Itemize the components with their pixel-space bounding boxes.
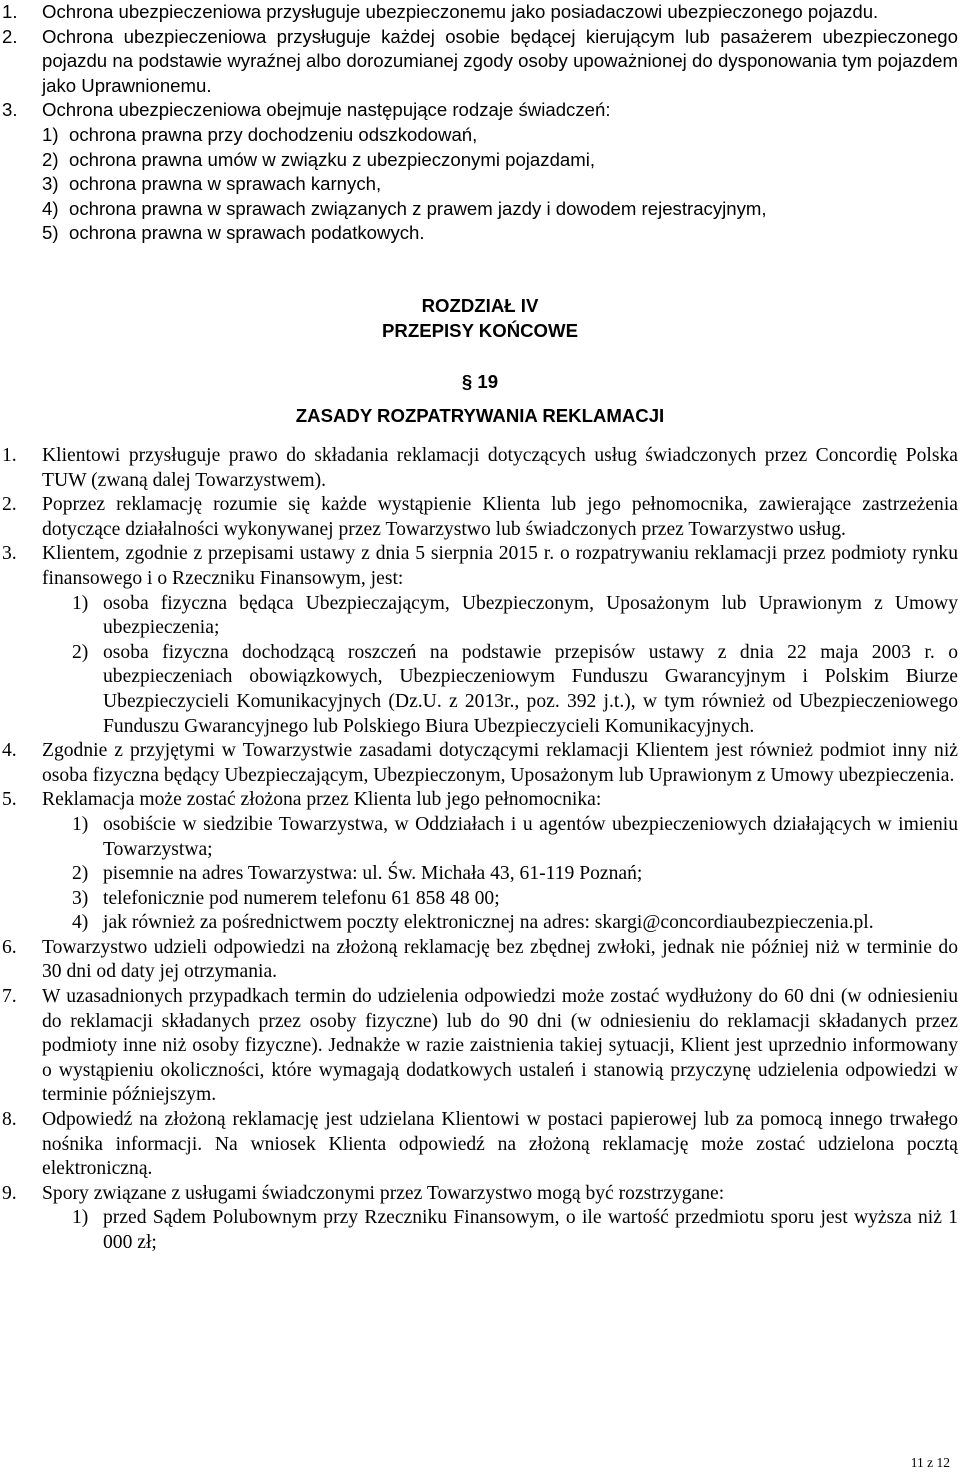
item-number: 6. — [2, 936, 17, 958]
client-types-list — [0, 592, 960, 740]
sub-text: osoba fizyczna dochodzącą roszczeń na podstawie przepisów ustawy z dnia 22 maja 2003 r. o ubezpieczeniach obowiązkowych, Ubezpieczeniowym Funduszu Gwarancyjnym i Polskim Biurze Ubezpieczycieli Komunikacyjnych (Dz.U. z 2013r., poz. 392 j.t.), w tym również od Ubezpieczeniowego Funduszu Gwarancyjnego lub Polskiego Biura Ubezpieczycieli Komunikacyjnych. — [103, 641, 958, 737]
sub-item — [0, 862, 960, 887]
item-number: 3. — [2, 543, 17, 565]
sub-text: ochrona prawna przy dochodzeniu odszkodowań, — [69, 123, 478, 145]
sub-item — [0, 123, 960, 148]
item-number: 9. — [2, 1182, 17, 1204]
section-number: § 19 — [461, 371, 499, 392]
item-number: 4. — [2, 740, 17, 762]
sub-number: 3) — [42, 173, 59, 195]
submission-methods-list — [0, 813, 960, 936]
item-text: Ochrona ubezpieczeniowa przysługuje ubezpieczonemu jako posiadaczowi ubezpieczonego pojazdu. — [42, 1, 879, 22]
sub-item — [0, 592, 960, 641]
sub-number: 2) — [42, 148, 59, 170]
sub-item — [0, 221, 960, 246]
sub-item — [0, 197, 960, 222]
list-item — [0, 444, 960, 493]
sub-text: pisemnie na adres Towarzystwa: ul. Św. Michała 43, 61-119 Poznań; — [103, 863, 643, 885]
item-number: 2. — [2, 25, 18, 47]
sub-text: ochrona prawna w sprawach podatkowych. — [69, 222, 425, 244]
sub-text: ochrona prawna w sprawach karnych, — [69, 173, 382, 195]
list-item — [0, 739, 960, 788]
sub-number: 5) — [42, 222, 59, 244]
list-item — [0, 936, 960, 985]
list-item — [0, 25, 960, 99]
sub-number: 1) — [72, 1207, 89, 1229]
sub-item — [0, 887, 960, 912]
list-item — [0, 788, 960, 813]
sub-text: ochrona prawna w sprawach związanych z prawem jazdy i dowodem rejestracyjnym, — [69, 197, 767, 219]
list-item — [0, 0, 960, 25]
list-item — [0, 542, 960, 591]
benefits-list — [0, 123, 960, 246]
sub-number: 4) — [72, 912, 89, 934]
sub-item — [0, 911, 960, 936]
item-number: 7. — [2, 986, 17, 1008]
sub-text: telefonicznie pod numerem telefonu 61 858 48 00; — [103, 887, 500, 909]
item-text: Odpowiedź na złożoną reklamację jest udzielana Klientowi w postaci papierowej lub za pomocą innego trwałego nośnika informacji. Na wniosek Klienta odpowiedź na złożoną reklamację może zostać udzielona pocztą elektroniczną. — [42, 1109, 958, 1180]
list-item — [0, 493, 960, 542]
item-text: Towarzystwo udzieli odpowiedzi na złożoną reklamację bez zbędnej zwłoki, jednak nie później niż w terminie do 30 dni od daty jej otrzymania. — [42, 936, 958, 983]
sub-item — [0, 172, 960, 197]
sub-number: 1) — [42, 123, 59, 145]
list-item — [0, 1182, 960, 1207]
sub-text: osoba fizyczna będąca Ubezpieczającym, Ubezpieczonym, Uposażonym lub Uprawionym z Umowy ubezpieczenia; — [103, 592, 958, 639]
coverage-section — [0, 0, 960, 246]
sub-number: 1) — [72, 813, 89, 835]
complaints-section — [0, 444, 960, 1256]
sub-text: jak również za pośrednictwem poczty elektronicznej na adres: skargi@concordiaubezpieczenia.pl. — [103, 912, 874, 934]
sub-item — [0, 148, 960, 173]
item-number: 3. — [2, 99, 18, 121]
item-text: Ochrona ubezpieczeniowa obejmuje następujące rodzaje świadczeń: — [42, 99, 611, 121]
sub-number: 3) — [72, 887, 89, 909]
sub-text: ochrona prawna umów w związku z ubezpieczonymi pojazdami, — [69, 148, 596, 170]
sub-item — [0, 1206, 960, 1255]
item-number: 1. — [2, 445, 17, 466]
sub-number: 2) — [72, 863, 89, 885]
sub-text: przed Sądem Polubownym przy Rzeczniku Finansowym, o ile wartość przedmiotu sporu jest wyższa niż 1 000 zł; — [103, 1207, 958, 1253]
page-number: 11 z 12 — [910, 1455, 950, 1470]
item-text: Spory związane z usługami świadczonymi przez Towarzystwo mogą być rozstrzygane: — [42, 1182, 725, 1204]
sub-item — [0, 641, 960, 739]
item-text: Ochrona ubezpieczeniowa przysługuje każdej osobie będącej kierującym lub pasażerem ubezpieczonego pojazdu na podstawie wyraźnej albo dorozumianej zgody osoby upoważnionej do dysponowania tym pojazdem jako Uprawnionemu. — [42, 25, 958, 96]
sub-text: osobiście w siedzibie Towarzystwa, w Oddziałach i u agentów ubezpieczeniowych działających w imieniu Towarzystwa; — [103, 813, 958, 860]
item-text: Klientem, zgodnie z przepisami ustawy z dnia 5 sierpnia 2015 r. o rozpatrywaniu reklamacji przez podmioty rynku finansowego i o Rzeczniku Finansowym, jest: — [42, 543, 958, 589]
chapter-heading: ROZDZIAŁ IV — [421, 295, 539, 316]
sub-number: 2) — [72, 641, 89, 663]
item-text: W uzasadnionych przypadkach termin do udzielenia odpowiedzi może zostać wydłużony do 60 dni (w odniesieniu do reklamacji składanych przez osoby fizyczne) lub do 90 dni (w odniesieniu do reklamacji składanych przez podmioty inne niż osoby fizyczne). Jednakże w razie zaistnienia takiej sytuacji, Klient jest uprzednio informowany o wystąpieniu okoliczności, które wymagają dodatkowych ustaleń i stanowią przyczynę udzielenia odpowiedzi w terminie późniejszym. — [42, 986, 958, 1106]
item-number: 2. — [2, 494, 17, 516]
item-text: Zgodnie z przyjętymi w Towarzystwie zasadami dotyczącymi reklamacji Klientem jest również podmiot inny niż osoba fizyczna będący Ubezpieczającym, Ubezpieczonym, Uposażonym lub Uprawionym z Umowy ubezpieczenia. — [42, 740, 958, 786]
list-item — [0, 1108, 960, 1182]
item-text: Poprzez reklamację rozumie się każde wystąpienie Klienta lub jego pełnomocnika, zawierające zastrzeżenia dotyczące działalności wykonywanej przez Towarzystwo lub świadczonych przez Towarzystwo usług. — [42, 494, 958, 540]
item-text: Klientowi przysługuje prawo do składania reklamacji dotyczących usług świadczonych przez Concordię Polska TUW (zwaną dalej Towarzystwem). — [42, 445, 958, 491]
sub-number: 1) — [72, 592, 89, 614]
item-number: 8. — [2, 1109, 17, 1131]
list-item — [0, 985, 960, 1108]
dispute-venues-list — [0, 1206, 960, 1255]
chapter-title: PRZEPISY KOŃCOWE — [382, 320, 578, 341]
sub-item — [0, 813, 960, 862]
item-number: 1. — [2, 1, 18, 22]
item-text: Reklamacja może zostać złożona przez Klienta lub jego pełnomocnika: — [42, 789, 602, 811]
section-title: ZASADY ROZPATRYWANIA REKLAMACJI — [295, 405, 665, 426]
item-number: 5. — [2, 789, 17, 811]
list-item — [0, 98, 960, 123]
sub-number: 4) — [42, 197, 59, 219]
